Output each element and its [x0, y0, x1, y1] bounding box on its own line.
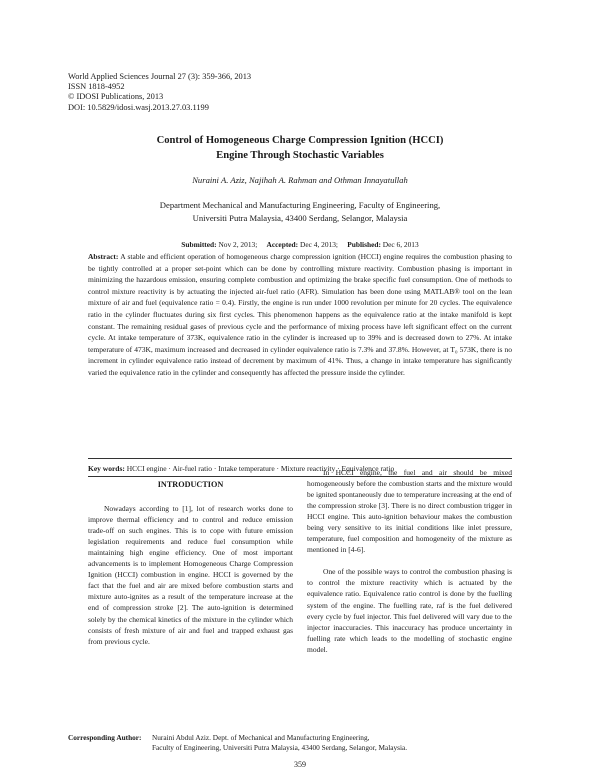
corresponding-author-line-1: Nuraini Abdul Aziz. Dept. of Mechanical and Manufacturing Engineering,: [152, 733, 370, 742]
corresponding-author-line-2: Faculty of Engineering, Universiti Putra Malaysia, 43400 Serdang, Selangor, Malaysia.: [152, 743, 408, 753]
accepted-date: Dec 4, 2013;: [300, 240, 338, 249]
publication-dates: [60, 240, 540, 249]
submitted-label: Submitted:: [181, 240, 217, 249]
paper-authors: Nuraini A. Aziz, Najihah A. Rahman and Othman Innayatullah: [192, 175, 408, 185]
abstract-label: Abstract:: [88, 252, 119, 261]
right-column: [307, 467, 512, 655]
title-line-2: Engine Through Stochastic Variables: [216, 150, 384, 161]
keywords-text: HCCI engine · Air-fuel ratio · Intake temperature · Mixture reactivity · Equivalence ratio: [126, 464, 395, 473]
journal-copyright: © IDOSI Publications, 2013: [68, 92, 164, 102]
journal-meta: [68, 72, 251, 113]
corresponding-author: [68, 733, 538, 754]
journal-citation: World Applied Sciences Journal 27 (3): 359-366, 2013: [68, 72, 252, 81]
abstract: [88, 251, 512, 379]
keywords-label: Key words:: [88, 464, 125, 473]
intro-paragraph-1: Nowadays according to [1], lot of research works done to improve thermal efficiency and to control and reduce emission trade-off on such engines. This is to cope with future emission legislation requirements and reduce fuel consumption while maintaining high engine efficiency. One of most important advancements is to implement Homogeneous Charge Compression Ignition (HCCI) combustion in engine. HCCI is governed by the fact that the fuel and air are mixed before combustion starts and mixture auto-ignites as a result of the temperature increase at the end of compression stroke [2]. The auto-ignition is determined solely by the chemical kinetics of the mixture in the cylinder which consists of fresh mixture of air and fuel and trapped exhaust gas from previous cycle.: [88, 504, 293, 646]
divider-above-keywords: [88, 458, 512, 459]
section-heading-introduction: INTRODUCTION: [157, 480, 224, 489]
corresponding-author-label: Corresponding Author:: [68, 733, 142, 742]
title-line-1: Control of Homogeneous Charge Compression Ignition (HCCI): [156, 135, 444, 146]
journal-doi: DOI: 10.5829/idosi.wasj.2013.27.03.1199: [68, 102, 209, 112]
affiliation-line-1: Department Mechanical and Manufacturing Engineering, Faculty of Engineering,: [159, 200, 441, 210]
author-affiliation: [60, 199, 540, 225]
journal-issn: ISSN 1818-4952: [68, 82, 125, 92]
submitted-date: Nov 2, 2013;: [218, 240, 258, 249]
published-label: Published:: [347, 240, 381, 249]
left-column: [88, 467, 293, 647]
paper-title: [60, 133, 540, 163]
affiliation-line-2: Universiti Putra Malaysia, 43400 Serdang, Selangor, Malaysia: [192, 213, 408, 223]
published-date: Dec 6, 2013: [382, 240, 419, 249]
abstract-text: A stable and efficient operation of homogeneous charge compression ignition (HCCI) engine requires the combustion phasing to be tightly controlled at a proper set-point which can be done by controlling mixture reactivity. Combustion phasing is important in minimizing the hazardous emission, ensuring complete combustion and optimizing the brake specific fuel consumption. One of methods to control mixture reactivity is by actuating the injected air-fuel ratio (AFR). Simulation has been done using MATLAB® tool on the lean mixture of air and fuel (equivalence ratio = 0.4). Firstly, the engine is run under 1000 revolution per minute for 20 cycles. The equivalence ratio in the cylinder fluctuates during six first cycles. This phenomenon happens as the equivalence ratio at the intake manifold is kept constant. The remaining residual gases of previous cycle and the performance of mixing process have left significant effect on the current cycle. At intake temperature of 373K, equivalence ratio in the cylinder is increased up to 39% and is decreased down to 27%. At intake temperature of 473K, maximum increased and decreased in cylinder equivalence ratio is 7.3% and 37.8%. However, at T₀ 573K, there is no increment in cylinder equivalence ratio instead of decrement by maximum of 41%. Thus, a change in intake temperature has significantly varied the equivalence ratio in the cylinder and consequently has affected the pressure inside the cylinder.: [88, 252, 512, 377]
accepted-label: Accepted:: [266, 240, 299, 249]
intro-paragraph-3: One of the possible ways to control the combustion phasing is to control the mixture reactivity which is actuated by the equivalence ratio. Equivalence ratio control is done by the fuelling system of the engine. The fuelling rate, raf is the fuel delivered every cycle by fuel injector. This fuel delivered will vary due to the injector inaccuracies. This inaccuracy has produce uncertainty in fuelling rate which leads to the modelling of stochastic engine model.: [307, 567, 512, 654]
intro-paragraph-2: In HCCI engine, the fuel and air should be mixed homogeneously before the combustion starts and the mixture would be ignited spontaneously due to temperature increasing at the end of the compression stroke [3]. There is no direct combustion trigger in HCCI engine. This auto-ignition behaviour makes the combustion being very sensitive to its initial conditions like inlet pressure, temperature, fuel composition and homogeneity of the mixture as mentioned in [4-6].: [307, 468, 512, 555]
page-number: 359: [294, 760, 306, 769]
